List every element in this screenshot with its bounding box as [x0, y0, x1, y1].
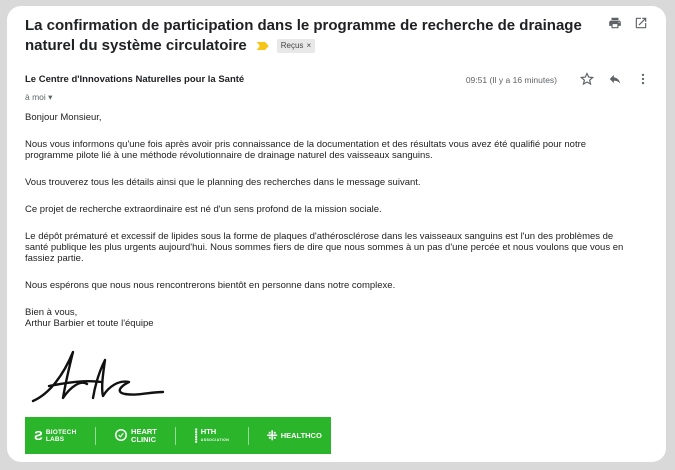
inbox-label-text: Reçus	[280, 41, 304, 51]
heart-clinic-logo	[114, 428, 157, 444]
healthco-logo	[267, 429, 322, 442]
signoff: Arthur Barbier et toute l'équipe	[25, 318, 154, 329]
body-paragraph-4: Le dépôt prématuré et excessif de lipides sous la forme de plaques d'athérosclérose dans les vaisseaux sanguins est l'un des problèmes de santé publique les plus urgents aujourd'hui. Nous sommes fiers de dire que nous sommes à un pas d'une percée et nous voulons que vous en fassiez partie.	[25, 231, 624, 264]
logo-divider	[175, 427, 176, 445]
biotech-line2: LABS	[45, 435, 65, 443]
subject-text: La confirmation de participation dans le programme de recherche de drainage naturel du système circulatoire	[25, 17, 582, 54]
top-toolbar	[608, 16, 648, 30]
heart-line2: CLINIC	[131, 434, 157, 444]
inbox-label[interactable]	[277, 39, 315, 53]
more-vertical-icon[interactable]	[636, 72, 650, 86]
print-icon[interactable]	[608, 16, 622, 30]
body-paragraph-5: Nous espérons que nous nous rencontrerons bientôt en personne dans notre complexe.	[25, 280, 396, 291]
body-paragraph-1: Nous vous informons qu'une fois après avoir pris connaissance de la documentation et des résultats vous avez été qualifié pour notre programme pilote lié à une méthode révolutionnaire de drainage naturel des vaisseaux sanguins.	[25, 139, 587, 161]
hth-association-logo	[194, 428, 229, 444]
hth-text: HTH	[200, 426, 217, 436]
message-actions	[580, 72, 650, 86]
greeting: Bonjour Monsieur,	[25, 112, 102, 123]
star-icon[interactable]	[580, 72, 594, 86]
open-in-new-window-icon[interactable]	[634, 16, 648, 30]
email-timestamp: 09:51 (Il y a 16 minutes)	[465, 75, 557, 85]
recipient-text: à moi	[25, 92, 46, 102]
recipient-dropdown[interactable]	[25, 92, 52, 103]
remove-label-button[interactable]: ×	[306, 41, 312, 51]
logo-divider	[248, 427, 249, 445]
heart-icon	[114, 428, 128, 444]
healthco-text: HEALTHCO	[280, 430, 322, 440]
healthco-icon: ⁜	[266, 428, 278, 443]
importance-marker-icon[interactable]	[257, 42, 269, 50]
biotech-labs-logo	[34, 429, 76, 443]
hth-icon: ⸽	[194, 428, 198, 443]
biotech-icon: Ƨ	[34, 428, 43, 443]
hth-subtext: ASSOCIATION	[200, 437, 230, 442]
heart-line1: HEART	[131, 426, 157, 436]
email-subject	[25, 16, 600, 56]
closing: Bien à vous,	[25, 307, 78, 318]
email-body	[25, 112, 635, 329]
biotech-line1: BIOTECH	[45, 428, 77, 436]
sender-name[interactable]: Le Centre d'Innovations Naturelles pour la Santé	[25, 74, 245, 85]
body-paragraph-2: Vous trouverez tous les détails ainsi que le planning des recherches dans le message suivant.	[25, 177, 421, 188]
logo-divider	[95, 427, 96, 445]
handwritten-signature	[29, 346, 169, 408]
body-paragraph-3: Ce projet de recherche extraordinaire est né d'un sens profond de la mission sociale.	[25, 204, 382, 215]
partner-logos-banner	[25, 417, 331, 454]
reply-icon[interactable]	[608, 72, 622, 86]
email-card	[7, 6, 666, 462]
chevron-down-icon: ▾	[48, 92, 53, 102]
